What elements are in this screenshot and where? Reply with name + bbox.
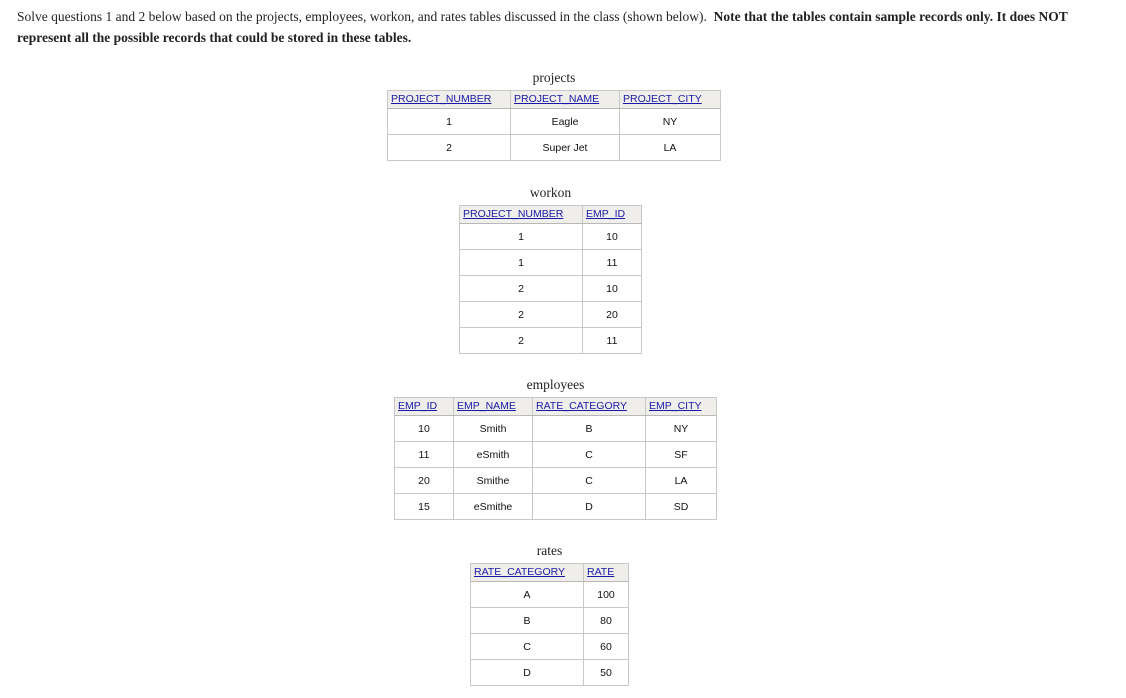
projects-table bbox=[387, 90, 721, 161]
instructions-text: Solve questions 1 and 2 below based on the projects, employees, workon, and rates tables discussed in the class (shown below). bbox=[17, 9, 707, 24]
employees-cell: LA bbox=[646, 468, 717, 494]
employees-column-header-label: RATE_CATEGORY bbox=[536, 400, 628, 412]
workon-cell: 10 bbox=[583, 224, 642, 250]
employees-cell: NY bbox=[646, 416, 717, 442]
rates-column-header bbox=[584, 564, 629, 582]
workon-cell: 11 bbox=[583, 250, 642, 276]
employees-cell: Smithe bbox=[454, 468, 533, 494]
projects-cell: LA bbox=[620, 135, 721, 161]
rates-column-header-label: RATE_CATEGORY bbox=[474, 566, 566, 578]
rates-row bbox=[471, 660, 629, 686]
projects-column-header-label: PROJECT_CITY bbox=[623, 93, 702, 105]
employees-cell: 20 bbox=[395, 468, 454, 494]
workon-cell: 1 bbox=[460, 224, 583, 250]
projects-cell: Super Jet bbox=[511, 135, 620, 161]
projects-row bbox=[388, 135, 721, 161]
projects-table-block bbox=[387, 70, 721, 161]
rates-table-block bbox=[470, 543, 629, 686]
instructions-note: Note that the tables contain sample records only. It does NOT represent all the possible records that could be stored in these tables. bbox=[17, 9, 1068, 45]
projects-header-row bbox=[388, 91, 721, 109]
workon-column-header bbox=[460, 206, 583, 224]
projects-cell: 1 bbox=[388, 109, 511, 135]
workon-cell: 11 bbox=[583, 328, 642, 354]
projects-cell: NY bbox=[620, 109, 721, 135]
projects-cell: Eagle bbox=[511, 109, 620, 135]
rates-row bbox=[471, 582, 629, 608]
employees-table bbox=[394, 397, 717, 520]
rates-cell: A bbox=[471, 582, 584, 608]
employees-cell: C bbox=[533, 442, 646, 468]
workon-cell: 2 bbox=[460, 302, 583, 328]
workon-cell: 1 bbox=[460, 250, 583, 276]
employees-cell: 15 bbox=[395, 494, 454, 520]
workon-column-header-label: EMP_ID bbox=[586, 208, 626, 220]
employees-column-header bbox=[454, 398, 533, 416]
rates-header-row bbox=[471, 564, 629, 582]
workon-row bbox=[460, 276, 642, 302]
workon-caption: workon bbox=[529, 185, 572, 200]
workon-row bbox=[460, 250, 642, 276]
workon-header-row bbox=[460, 206, 642, 224]
employees-column-header bbox=[646, 398, 717, 416]
employees-caption: employees bbox=[526, 377, 585, 392]
rates-cell: 60 bbox=[584, 634, 629, 660]
rates-cell: D bbox=[471, 660, 584, 686]
workon-row bbox=[460, 224, 642, 250]
workon-cell: 10 bbox=[583, 276, 642, 302]
employees-cell: eSmithe bbox=[454, 494, 533, 520]
workon-column-header bbox=[583, 206, 642, 224]
rates-body bbox=[471, 582, 629, 686]
rates-column-header bbox=[471, 564, 584, 582]
employees-row bbox=[395, 416, 717, 442]
rates-cell: 100 bbox=[584, 582, 629, 608]
employees-row bbox=[395, 468, 717, 494]
projects-column-header bbox=[620, 91, 721, 109]
projects-cell: 2 bbox=[388, 135, 511, 161]
employees-cell: eSmith bbox=[454, 442, 533, 468]
employees-column-header-label: EMP_ID bbox=[398, 400, 438, 412]
employees-row bbox=[395, 494, 717, 520]
projects-column-header bbox=[511, 91, 620, 109]
workon-table bbox=[459, 205, 642, 354]
projects-column-header bbox=[388, 91, 511, 109]
employees-row bbox=[395, 442, 717, 468]
employees-column-header-label: EMP_CITY bbox=[649, 400, 702, 412]
rates-table bbox=[470, 563, 629, 686]
employees-cell: C bbox=[533, 468, 646, 494]
employees-header-row bbox=[395, 398, 717, 416]
rates-caption: rates bbox=[536, 543, 563, 558]
projects-row bbox=[388, 109, 721, 135]
workon-table-block bbox=[459, 185, 642, 354]
employees-cell: Smith bbox=[454, 416, 533, 442]
employees-cell: B bbox=[533, 416, 646, 442]
employees-table-block bbox=[394, 377, 717, 520]
employees-column-header-label: EMP_NAME bbox=[457, 400, 516, 412]
employees-cell: D bbox=[533, 494, 646, 520]
workon-row bbox=[460, 302, 642, 328]
workon-cell: 20 bbox=[583, 302, 642, 328]
employees-cell: SF bbox=[646, 442, 717, 468]
rates-row bbox=[471, 634, 629, 660]
projects-caption: projects bbox=[532, 70, 576, 85]
workon-column-header-label: PROJECT_NUMBER bbox=[463, 208, 564, 220]
workon-body bbox=[460, 224, 642, 354]
employees-cell: 10 bbox=[395, 416, 454, 442]
employees-column-header bbox=[395, 398, 454, 416]
employees-cell: SD bbox=[646, 494, 717, 520]
projects-body bbox=[388, 109, 721, 161]
employees-cell: 11 bbox=[395, 442, 454, 468]
projects-column-header-label: PROJECT_NAME bbox=[514, 93, 600, 105]
rates-row bbox=[471, 608, 629, 634]
projects-column-header-label: PROJECT_NUMBER bbox=[391, 93, 492, 105]
employees-column-header bbox=[533, 398, 646, 416]
workon-cell: 2 bbox=[460, 328, 583, 354]
workon-cell: 2 bbox=[460, 276, 583, 302]
instructions bbox=[17, 6, 1107, 48]
rates-cell: B bbox=[471, 608, 584, 634]
rates-cell: 50 bbox=[584, 660, 629, 686]
rates-cell: 80 bbox=[584, 608, 629, 634]
employees-body bbox=[395, 416, 717, 520]
workon-row bbox=[460, 328, 642, 354]
rates-column-header-label: RATE bbox=[587, 566, 615, 578]
rates-cell: C bbox=[471, 634, 584, 660]
